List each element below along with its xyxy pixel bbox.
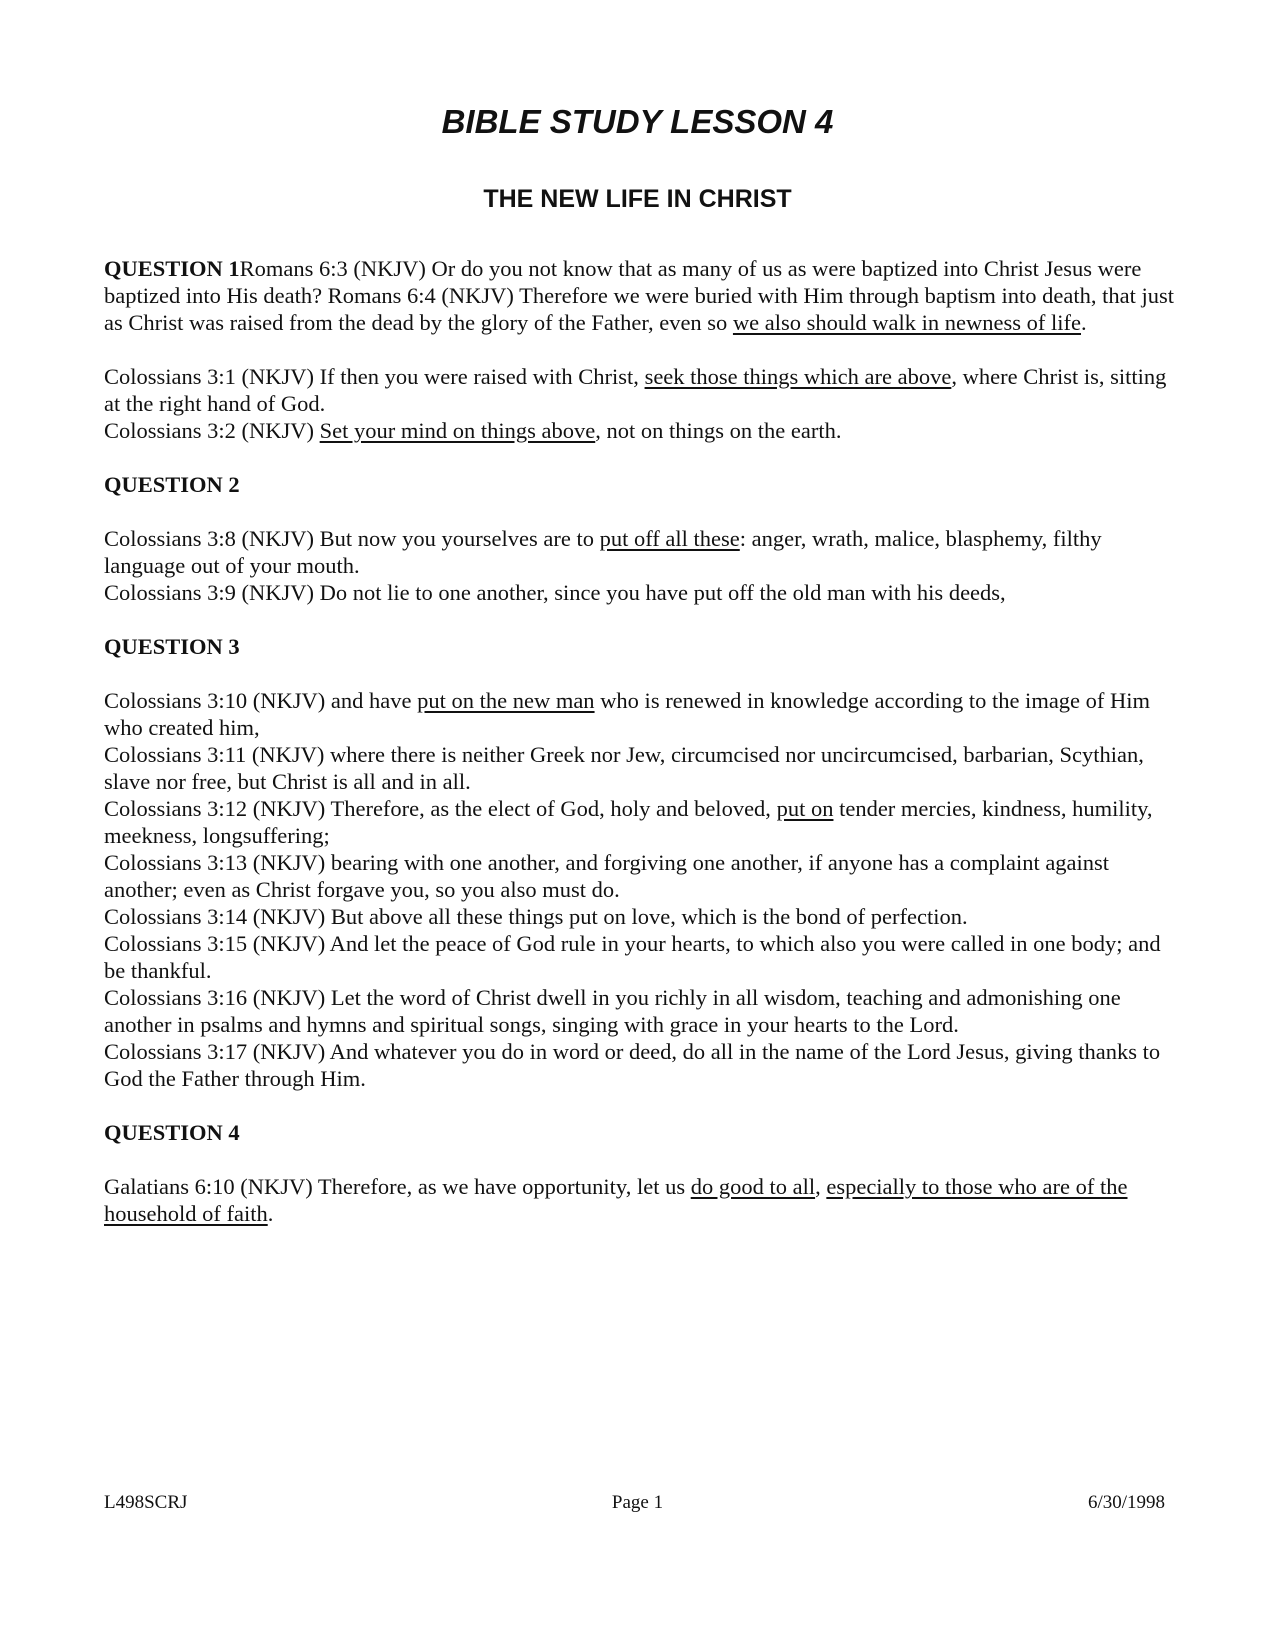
colossians-3-16: Colossians 3:16 (NKJV) Let the word of Christ dwell in you richly in all wisdom, teaching and admonishing one another in psalms and hymns and spiritual songs, singing with grace in your hearts to the Lord. — [104, 985, 1121, 1037]
colossians-3-12-text: Colossians 3:12 (NKJV) Therefore, as the elect of God, holy and beloved, — [104, 796, 777, 821]
page-subtitle: THE NEW LIFE IN CHRIST — [483, 185, 792, 213]
colossians-3-12 — [104, 795, 1184, 849]
question-1-paragraph — [104, 255, 1184, 336]
colossians-3-15: Colossians 3:15 (NKJV) And let the peace of God rule in your hearts, to which also you were called in one body; and be thankful. — [104, 931, 1161, 983]
galatians-6-10-underline-1: do good to all — [690, 1174, 816, 1199]
question-4-heading: QUESTION 4 — [104, 1120, 240, 1145]
romans-6-4-end: . — [1081, 310, 1087, 335]
lesson-body — [104, 255, 1184, 1227]
colossians-3-8-text: Colossians 3:8 (NKJV) But now you yourselves are to — [104, 526, 600, 551]
colossians-3-1-underline: seek those things which are above — [644, 364, 952, 389]
colossians-3-13: Colossians 3:13 (NKJV) bearing with one another, and forgiving one another, if anyone has a complaint against another; even as Christ forgave you, so you also must do. — [104, 850, 1110, 902]
question-3-heading: QUESTION 3 — [104, 634, 240, 659]
colossians-3-10-text: Colossians 3:10 (NKJV) and have — [104, 688, 418, 713]
colossians-3-10 — [104, 687, 1184, 741]
colossians-3-17: Colossians 3:17 (NKJV) And whatever you do in word or deed, do all in the name of the Lord Jesus, giving thanks to God the Father through Him. — [104, 1039, 1161, 1091]
colossians-3-2-end: , not on things on the earth. — [595, 418, 842, 443]
galatians-6-10-underline-2: especially to those who are of the household of faith — [104, 1174, 1128, 1226]
footer-date: 6/30/1998 — [1087, 1492, 1165, 1513]
colossians-3-14: Colossians 3:14 (NKJV) But above all these things put on love, which is the bond of perfection. — [104, 904, 968, 929]
colossians-3-8-underline: put off all these — [599, 526, 740, 551]
colossians-3-8 — [104, 525, 1184, 579]
colossians-3-9: Colossians 3:9 (NKJV) Do not lie to one another, since you have put off the old man with his deeds, — [104, 580, 1006, 605]
romans-6-3-text: Romans 6:3 (NKJV) Or do you not know that as many of us as were baptized into Christ Jesus were baptized into His death? Romans 6:4 (NKJV) Therefore we were buried with Him through baptism into death, that just as Christ was raised from the dead by the glory of the Father, even so — [104, 256, 1174, 335]
colossians-3-10-underline: put on the new man — [417, 688, 595, 713]
colossians-3-2-underline: Set your mind on things above — [319, 418, 596, 443]
galatians-6-10-end: . — [267, 1201, 274, 1226]
question-2-heading: QUESTION 2 — [104, 472, 240, 497]
colossians-3-1-end: , where Christ is, sitting at the right hand of God. — [104, 364, 1167, 416]
colossians-3-2 — [104, 417, 1184, 444]
galatians-6-10-separator: , — [815, 1174, 827, 1199]
colossians-3-11: Colossians 3:11 (NKJV) where there is neither Greek nor Jew, circumcised nor uncircumcised, barbarian, Scythian, slave nor free, but Christ is all and in all. — [104, 742, 1144, 794]
colossians-3-1-text: Colossians 3:1 (NKJV) If then you were raised with Christ, — [104, 364, 645, 389]
colossians-3-8-end: : anger, wrath, malice, blasphemy, filthy language out of your mouth. — [104, 526, 1102, 578]
romans-6-4-underline: we also should walk in newness of life — [732, 310, 1081, 335]
colossians-3-12-underline: put on — [776, 796, 834, 821]
footer-doc-id: L498SCRJ — [104, 1492, 188, 1513]
colossians-3-2-text: Colossians 3:2 (NKJV) — [104, 418, 320, 443]
colossians-3-12-end: tender mercies, kindness, humility, meekness, longsuffering; — [104, 796, 1153, 848]
footer-page-number: Page 1 — [611, 1492, 664, 1513]
colossians-3-10-end: who is renewed in knowledge according to the image of Him who created him, — [104, 688, 1151, 740]
question-1-heading: QUESTION 1 — [104, 256, 240, 281]
page-title: BIBLE STUDY LESSON 4 — [441, 103, 834, 140]
galatians-6-10-text: Galatians 6:10 (NKJV) Therefore, as we have opportunity, let us — [104, 1174, 691, 1199]
galatians-6-10 — [104, 1173, 1184, 1227]
colossians-3-1 — [104, 363, 1184, 417]
